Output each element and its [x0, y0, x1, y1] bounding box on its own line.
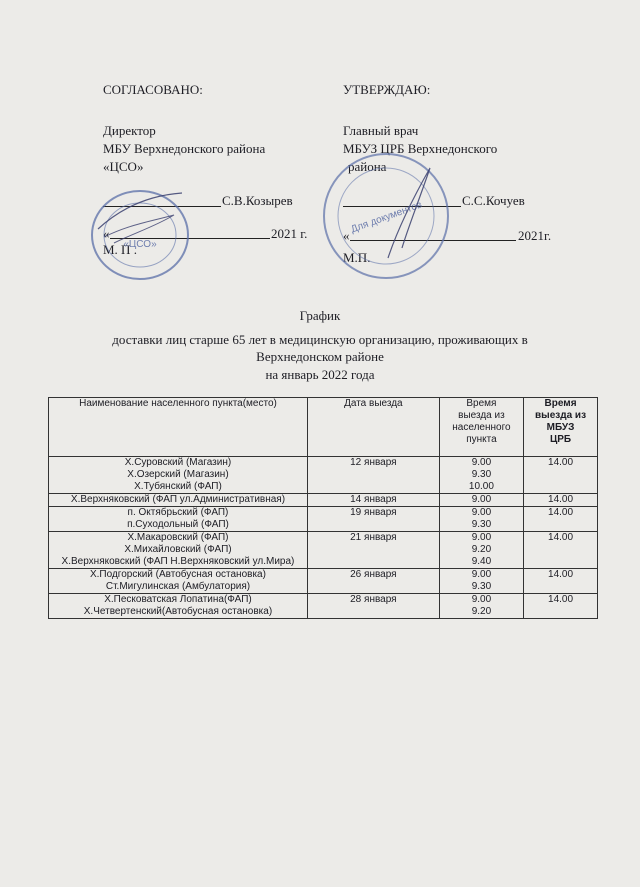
- left-heading: СОГЛАСОВАНО:: [103, 82, 203, 97]
- doc-subtitle-line2: Верхнедонском районе: [256, 349, 384, 364]
- table-header-row: [49, 398, 598, 457]
- cell-place: Х.Песковатская Лопатина(ФАП) Х.Четвертенский(Автобусная остановка): [49, 594, 308, 619]
- doc-title: График: [299, 308, 341, 323]
- left-stamp: [84, 185, 196, 285]
- table-row: [49, 532, 598, 569]
- table-row: [49, 594, 598, 619]
- cell-place: п. Октябрьский (ФАП) п.Суходольный (ФАП): [49, 507, 308, 532]
- left-position: Директор: [103, 123, 156, 138]
- cell-date: 14 января: [307, 494, 439, 507]
- cell-date: 21 января: [307, 532, 439, 569]
- cell-time-from: 9.00 9.30: [439, 507, 523, 532]
- cell-place: Х.Подгорский (Автобусная остановка) Ст.Мигулинская (Амбулатория): [49, 569, 308, 594]
- right-org-line2: района: [348, 159, 387, 174]
- left-org-line1: МБУ Верхнедонского района: [103, 141, 266, 156]
- cell-time-from: 9.00 9.20: [439, 594, 523, 619]
- cell-time-from: 9.00 9.30: [439, 569, 523, 594]
- cell-date: 28 января: [307, 594, 439, 619]
- header-time-from: Время выезда из населенного пункта: [439, 398, 523, 457]
- right-stamp-text: Для документов: [349, 199, 424, 236]
- cell-date: 19 января: [307, 507, 439, 532]
- cell-time-hospital: 14.00: [524, 457, 598, 494]
- cell-time-from: 9.00 9.20 9.40: [439, 532, 523, 569]
- cell-place: Х.Суровский (Магазин) Х.Озерский (Магазин) Х.Тубянский (ФАП): [49, 457, 308, 494]
- left-stamp-text: «ЦСО»: [123, 239, 157, 250]
- right-heading: УТВЕРЖДАЮ:: [343, 82, 431, 97]
- right-seal-mark: М.П.: [343, 250, 371, 265]
- right-signer: С.С.Кочуев: [462, 193, 525, 208]
- schedule-table: [48, 397, 598, 619]
- header-place: Наименование населенного пункта(место): [49, 398, 308, 457]
- doc-subtitle-line1: доставки лиц старше 65 лет в медицинскую организацию, проживающих в: [112, 332, 528, 347]
- left-date-suffix: 2021 г.: [271, 226, 308, 241]
- cell-time-from: 9.00 9.30 10.00: [439, 457, 523, 494]
- doc-subtitle-line3: на январь 2022 года: [265, 367, 375, 382]
- cell-date: 12 января: [307, 457, 439, 494]
- left-signer: С.В.Козырев: [222, 193, 293, 208]
- header-date: Дата выезда: [307, 398, 439, 457]
- cell-time-hospital: 14.00: [524, 494, 598, 507]
- cell-time-hospital: 14.00: [524, 507, 598, 532]
- table-row: [49, 494, 598, 507]
- cell-place: Х.Верхняковский (ФАП ул.Административная): [49, 494, 308, 507]
- table-row: [49, 569, 598, 594]
- table-row: [49, 507, 598, 532]
- cell-date: 26 января: [307, 569, 439, 594]
- right-org-line1: МБУЗ ЦРБ Верхнедонского: [343, 141, 498, 156]
- table-row: [49, 457, 598, 494]
- header-time-hospital: Время выезда из МБУЗ ЦРБ: [524, 398, 598, 457]
- cell-place: Х.Макаровский (ФАП) Х.Михайловский (ФАП) Х.Верхняковский (ФАП Н.Верхняковский ул.Мира): [49, 532, 308, 569]
- right-date-prefix: «: [343, 228, 350, 243]
- left-org-line2: «ЦСО»: [103, 159, 144, 174]
- cell-time-hospital: 14.00: [524, 532, 598, 569]
- left-date-prefix: «: [103, 226, 110, 241]
- cell-time-hospital: 14.00: [524, 594, 598, 619]
- left-seal-mark: М. П .: [103, 242, 137, 257]
- cell-time-hospital: 14.00: [524, 569, 598, 594]
- right-date-suffix: 2021г.: [518, 228, 552, 243]
- right-stamp: [318, 148, 454, 284]
- right-position: Главный врач: [343, 123, 419, 138]
- cell-time-from: 9.00: [439, 494, 523, 507]
